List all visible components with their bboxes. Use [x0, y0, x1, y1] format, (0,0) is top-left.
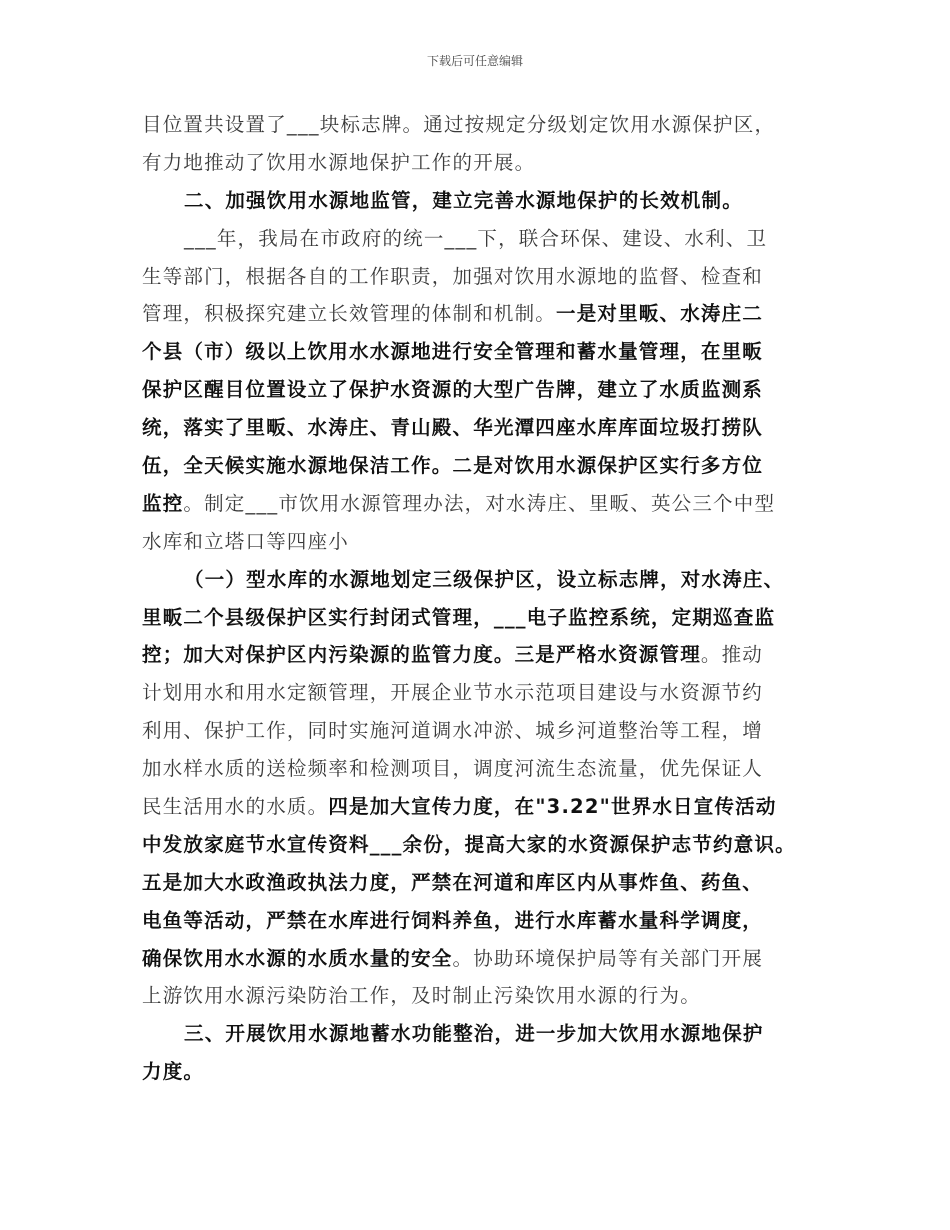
- bold-text: 二、加强饮用水源地监管，建立完善水源地保护的长效机制。: [184, 188, 743, 212]
- regular-text: 。推动: [700, 643, 764, 667]
- page-header: 下载后可任意编辑: [426, 54, 523, 68]
- text-line: [142, 977, 812, 1015]
- text-line: [142, 902, 812, 940]
- text-line: [142, 826, 812, 864]
- text-line: [142, 674, 812, 712]
- regular-text: ___年，我局在市政府的统一___下，联合环保、建设、水利、卫: [184, 226, 768, 250]
- regular-text: 目位置共设置了___块标志牌。通过按规定分级划定饮用水源保护区，: [142, 113, 776, 136]
- text-line: [142, 864, 812, 902]
- bold-text: 三、开展饮用水源地蓄水功能整治，进一步加大饮用水源地保护: [184, 1022, 764, 1046]
- bold-text: 四是加大宣传力度，在"3.22"世界水日宣传活动: [328, 795, 777, 819]
- document-body: [142, 106, 812, 1091]
- bold-text: （一）型水库的水源地划定三级保护区，设立标志牌，对水涛庄、: [184, 567, 785, 591]
- bold-text: 五是加大水政渔政执法力度，严禁在河道和库区内从事炸鱼、药鱼、: [142, 870, 764, 894]
- text-line: [142, 144, 812, 182]
- regular-text: 生等部门，根据各自的工作职责，加强对饮用水源地的监督、检查和: [142, 264, 764, 288]
- regular-text: 利用、保护工作，同时实施河道调水冲淤、城乡河道整治等工程，增: [142, 719, 764, 743]
- bold-text: 二是对饮用水源保护区实行多方位: [452, 454, 764, 478]
- bold-text: 保护区醒目位置设立了保护水资源的大型广告牌，建立了水质监测系: [142, 378, 764, 402]
- subsection-line: [142, 561, 812, 599]
- text-line: [142, 750, 812, 788]
- regular-text: 有力地推动了饮用水源地保护工作的开展。: [142, 150, 536, 174]
- bold-text: 监控: [142, 491, 184, 515]
- regular-text: 民生活用水的水质。: [142, 795, 329, 819]
- text-line: [142, 106, 812, 144]
- text-line: [142, 523, 812, 561]
- text-line: [142, 220, 812, 258]
- regular-text: 计划用水和用水定额管理，开展企业节水示范项目建设与水资源节约: [142, 681, 764, 705]
- text-line: [142, 485, 812, 523]
- bold-text: 伍，全天候实施水源地保洁工作。: [142, 454, 453, 478]
- text-line: [142, 636, 812, 674]
- text-line: [142, 333, 812, 371]
- bold-text: 个县（市）级以上饮用水水源地进行安全管理和蓄水量管理，在里畈: [142, 340, 764, 364]
- text-line: [142, 258, 812, 296]
- regular-text: 。协助环境保护局等有关部门开展: [452, 946, 764, 970]
- text-line: [142, 409, 812, 447]
- regular-text: 。制定___市饮用水源管理办法，对水涛庄、里畈、英公三个中型: [183, 491, 776, 515]
- text-line: [142, 599, 812, 637]
- regular-text: 加水样水质的送检频率和检测项目，调度河流生态流量，优先保证人: [142, 757, 764, 781]
- text-line: [142, 447, 812, 485]
- bold-text: 电鱼等活动，严禁在水库进行饲料养鱼，进行水库蓄水量科学调度，: [142, 908, 764, 932]
- text-line: [142, 295, 812, 333]
- bold-text: 控；加大对保护区内污染源的监管力度。三是严格水资源管理: [142, 643, 701, 667]
- text-line: [142, 371, 812, 409]
- bold-text: 统，落实了里畈、水涛庄、青山殿、华光潭四座水库库面垃圾打捞队: [142, 416, 764, 440]
- text-line: [142, 788, 812, 826]
- section-heading: [142, 182, 812, 220]
- section-heading: [142, 1053, 812, 1091]
- regular-text: 上游饮用水源污染防治工作，及时制止污染饮用水源的行为。: [142, 984, 701, 1008]
- text-line: [142, 712, 812, 750]
- section-heading: [142, 1015, 812, 1053]
- bold-text: 力度。: [142, 1060, 205, 1084]
- bold-text: 里畈二个县级保护区实行封闭式管理，___电子监控系统，定期巡查监: [142, 605, 776, 629]
- text-line: [142, 940, 812, 978]
- bold-text: 一是对里畈、水涛庄二: [556, 302, 764, 326]
- regular-text: 管理，积极探究建立长效管理的体制和机制。: [142, 302, 557, 326]
- regular-text: 水库和立塔口等四座小: [142, 529, 350, 553]
- bold-text: 中发放家庭节水宣传资料___余份，提高大家的水资源保护志节约意识。: [142, 832, 796, 856]
- bold-text: 确保饮用水水源的水质水量的安全: [142, 946, 453, 970]
